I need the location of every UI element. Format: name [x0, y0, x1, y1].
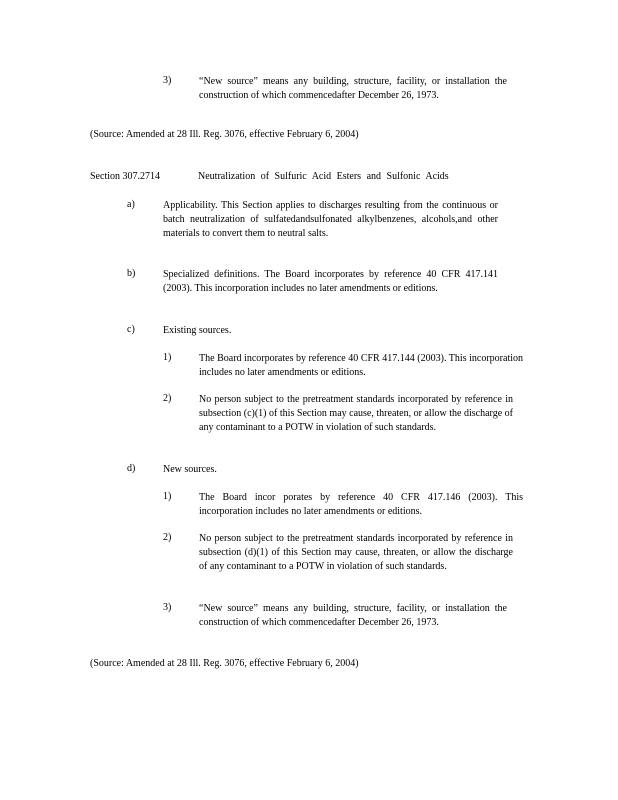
item-text: “New source” means any building, structure, facility, or installation the construction of which commencedafter December 26, 1973. [199, 76, 507, 102]
item-label: a) [127, 199, 135, 210]
item-text: The Board incorporates by reference 40 CFR 417.144 (2003). This incorporation includes no later amendments or editions. [199, 353, 523, 379]
source-note: (Source: Amended at 28 Ill. Reg. 3076, effective February 6, 2004) [90, 658, 359, 669]
section-number: Section 307.2714 [90, 171, 160, 182]
item-label: 1) [163, 491, 172, 502]
item-label: 3) [163, 75, 172, 86]
item-text: Existing sources. [163, 325, 232, 336]
source-note: (Source: Amended at 28 Ill. Reg. 3076, effective February 6, 2004) [90, 129, 359, 140]
item-label: 3) [163, 602, 172, 613]
item-text: No person subject to the pretreatment standards incorporated by reference in subsection (c)(1) of this Section may cause, threaten, or allow the discharge of any contaminant to a POTW in violation of such standards. [199, 394, 513, 434]
item-text: No person subject to the pretreatment standards incorporated by reference in subsection (d)(1) of this Section may cause, threaten, or allow the discharge of any contaminant to a POTW in violation of such standards. [199, 533, 513, 573]
item-text: New sources. [163, 464, 217, 475]
section-title: Neutralization of Sulfuric Acid Esters and Sulfonic Acids [198, 171, 449, 182]
item-text: Specialized definitions. The Board incorporates by reference 40 CFR 417.141 (2003). This incorporation includes no later amendments or editions. [163, 269, 498, 295]
item-label: c) [127, 324, 135, 335]
item-label: 2) [163, 393, 172, 404]
item-label: b) [127, 268, 136, 279]
item-label: d) [127, 463, 136, 474]
item-label: 1) [163, 352, 172, 363]
item-text: The Board incor porates by reference 40 CFR 417.146 (2003). This incorporation includes no later amendments or editions. [199, 492, 523, 518]
item-text: “New source” means any building, structure, facility, or installation the construction of which commencedafter December 26, 1973. [199, 603, 507, 629]
item-label: 2) [163, 532, 172, 543]
item-text: Applicability. This Section applies to discharges resulting from the continuous or batch neutralization of sulfatedandsulfonated alkylbenzenes, alcohols,and other materials to convert them to neutral salts. [163, 200, 498, 240]
